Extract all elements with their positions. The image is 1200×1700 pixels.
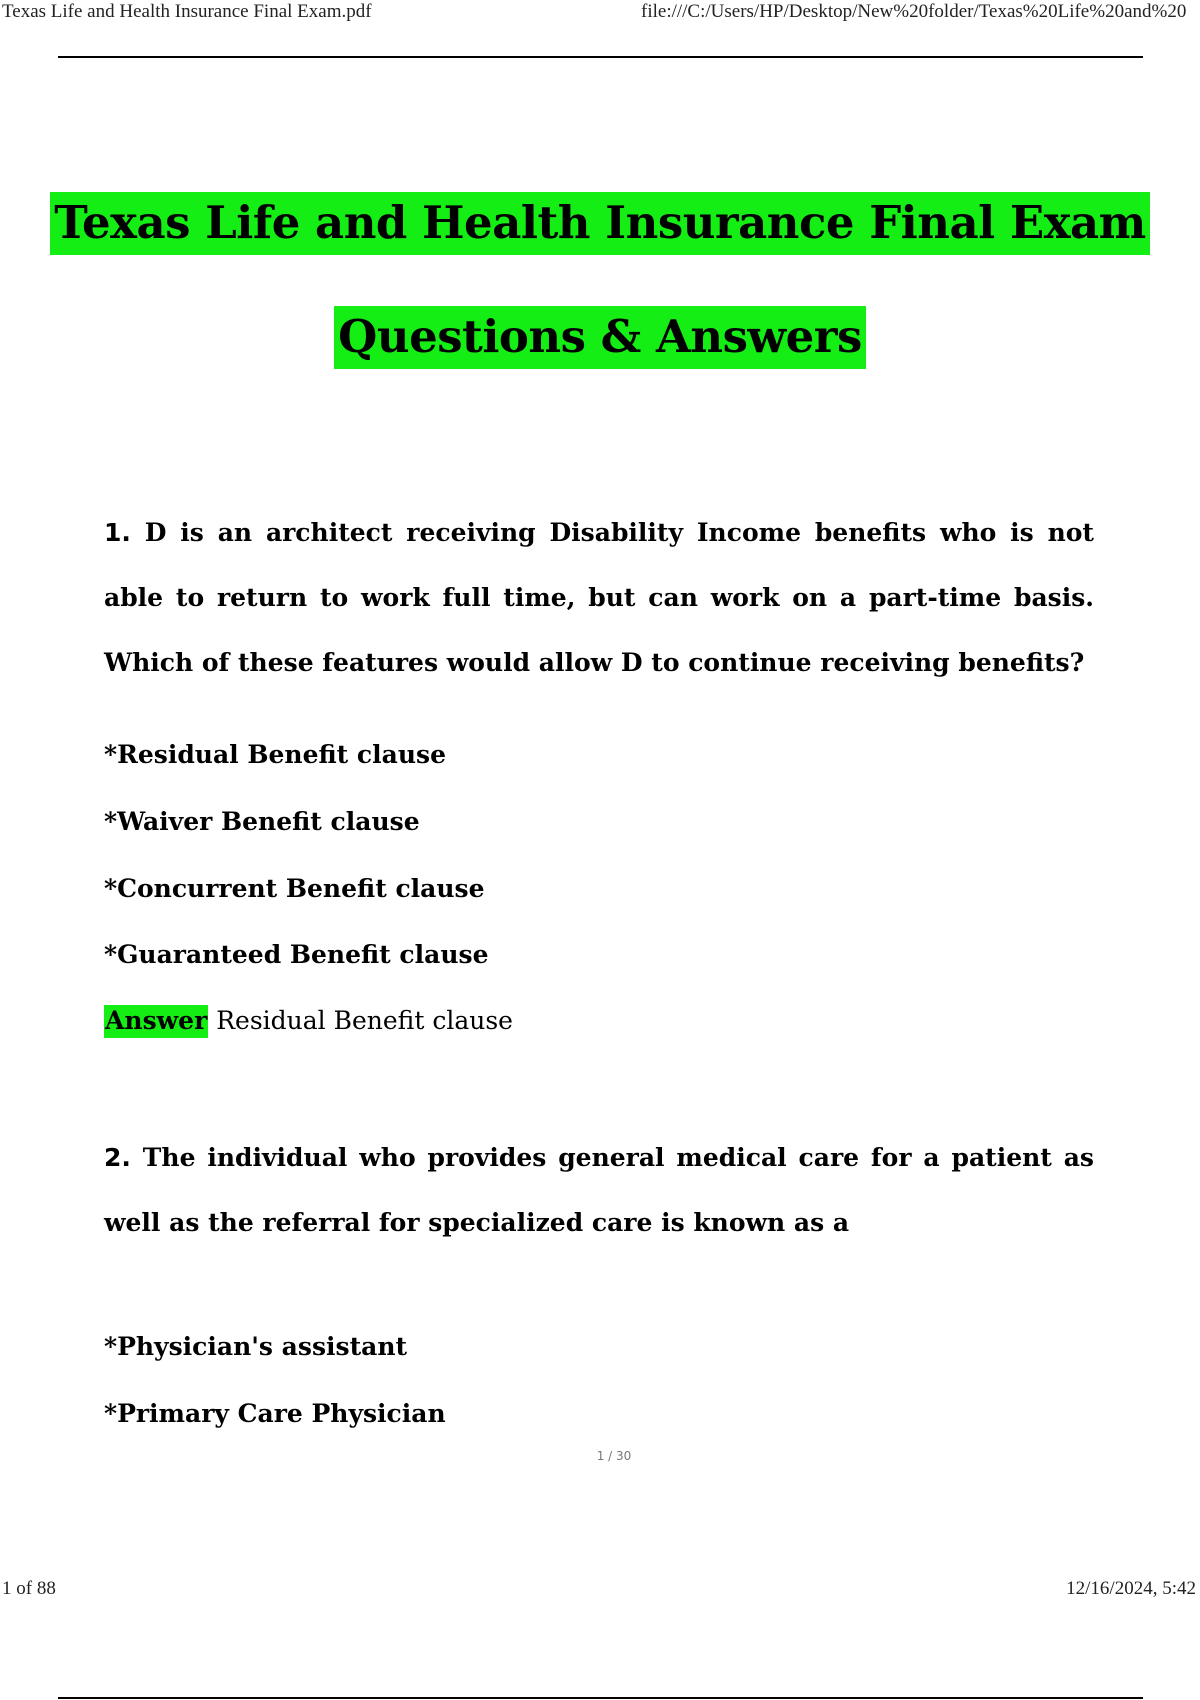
answer-text: Residual Benefit clause bbox=[216, 1006, 513, 1035]
document-subtitle bbox=[0, 310, 1200, 363]
print-page-count: 1 of 88 bbox=[2, 1578, 56, 1599]
question-1-option-d: *Guaranteed Benefit clause bbox=[104, 940, 489, 969]
footer-divider bbox=[58, 1697, 1143, 1699]
document-title bbox=[0, 196, 1200, 249]
question-2-number: 2. bbox=[104, 1143, 131, 1172]
header-divider bbox=[58, 56, 1143, 58]
print-header-title: Texas Life and Health Insurance Final Exam.pdf bbox=[2, 1, 372, 22]
question-1-answer bbox=[104, 1006, 513, 1035]
question-1 bbox=[104, 500, 1094, 695]
document-title-line2: Questions & Answers bbox=[334, 306, 866, 369]
question-1-option-a: *Residual Benefit clause bbox=[104, 740, 447, 769]
print-header-url: file:///C:/Users/HP/Desktop/New%20folder/Texas%20Life%20and%20 bbox=[641, 1, 1187, 22]
document-title-line1: Texas Life and Health Insurance Final Exam bbox=[50, 192, 1150, 255]
answer-label: Answer bbox=[104, 1005, 208, 1038]
question-2-option-b: *Primary Care Physician bbox=[104, 1399, 446, 1428]
print-timestamp: 12/16/2024, 5:42 bbox=[1066, 1578, 1196, 1599]
question-2-text: The individual who provides general medical care for a patient as well as the referral for specialized care is known as a bbox=[104, 1143, 1094, 1237]
print-header bbox=[0, 0, 1200, 28]
question-1-option-b: *Waiver Benefit clause bbox=[104, 807, 420, 836]
question-1-option-c: *Concurrent Benefit clause bbox=[104, 874, 485, 903]
question-1-text: D is an architect receiving Disability Income benefits who is not able to return to work full time, but can work on a part-time basis. Which of these features would allow D to continue receiving benefits? bbox=[104, 518, 1094, 677]
pdf-page-indicator: 1 / 30 bbox=[596, 1449, 632, 1463]
question-2 bbox=[104, 1125, 1094, 1255]
question-1-number: 1. bbox=[104, 518, 131, 547]
question-2-option-a: *Physician's assistant bbox=[104, 1332, 408, 1361]
